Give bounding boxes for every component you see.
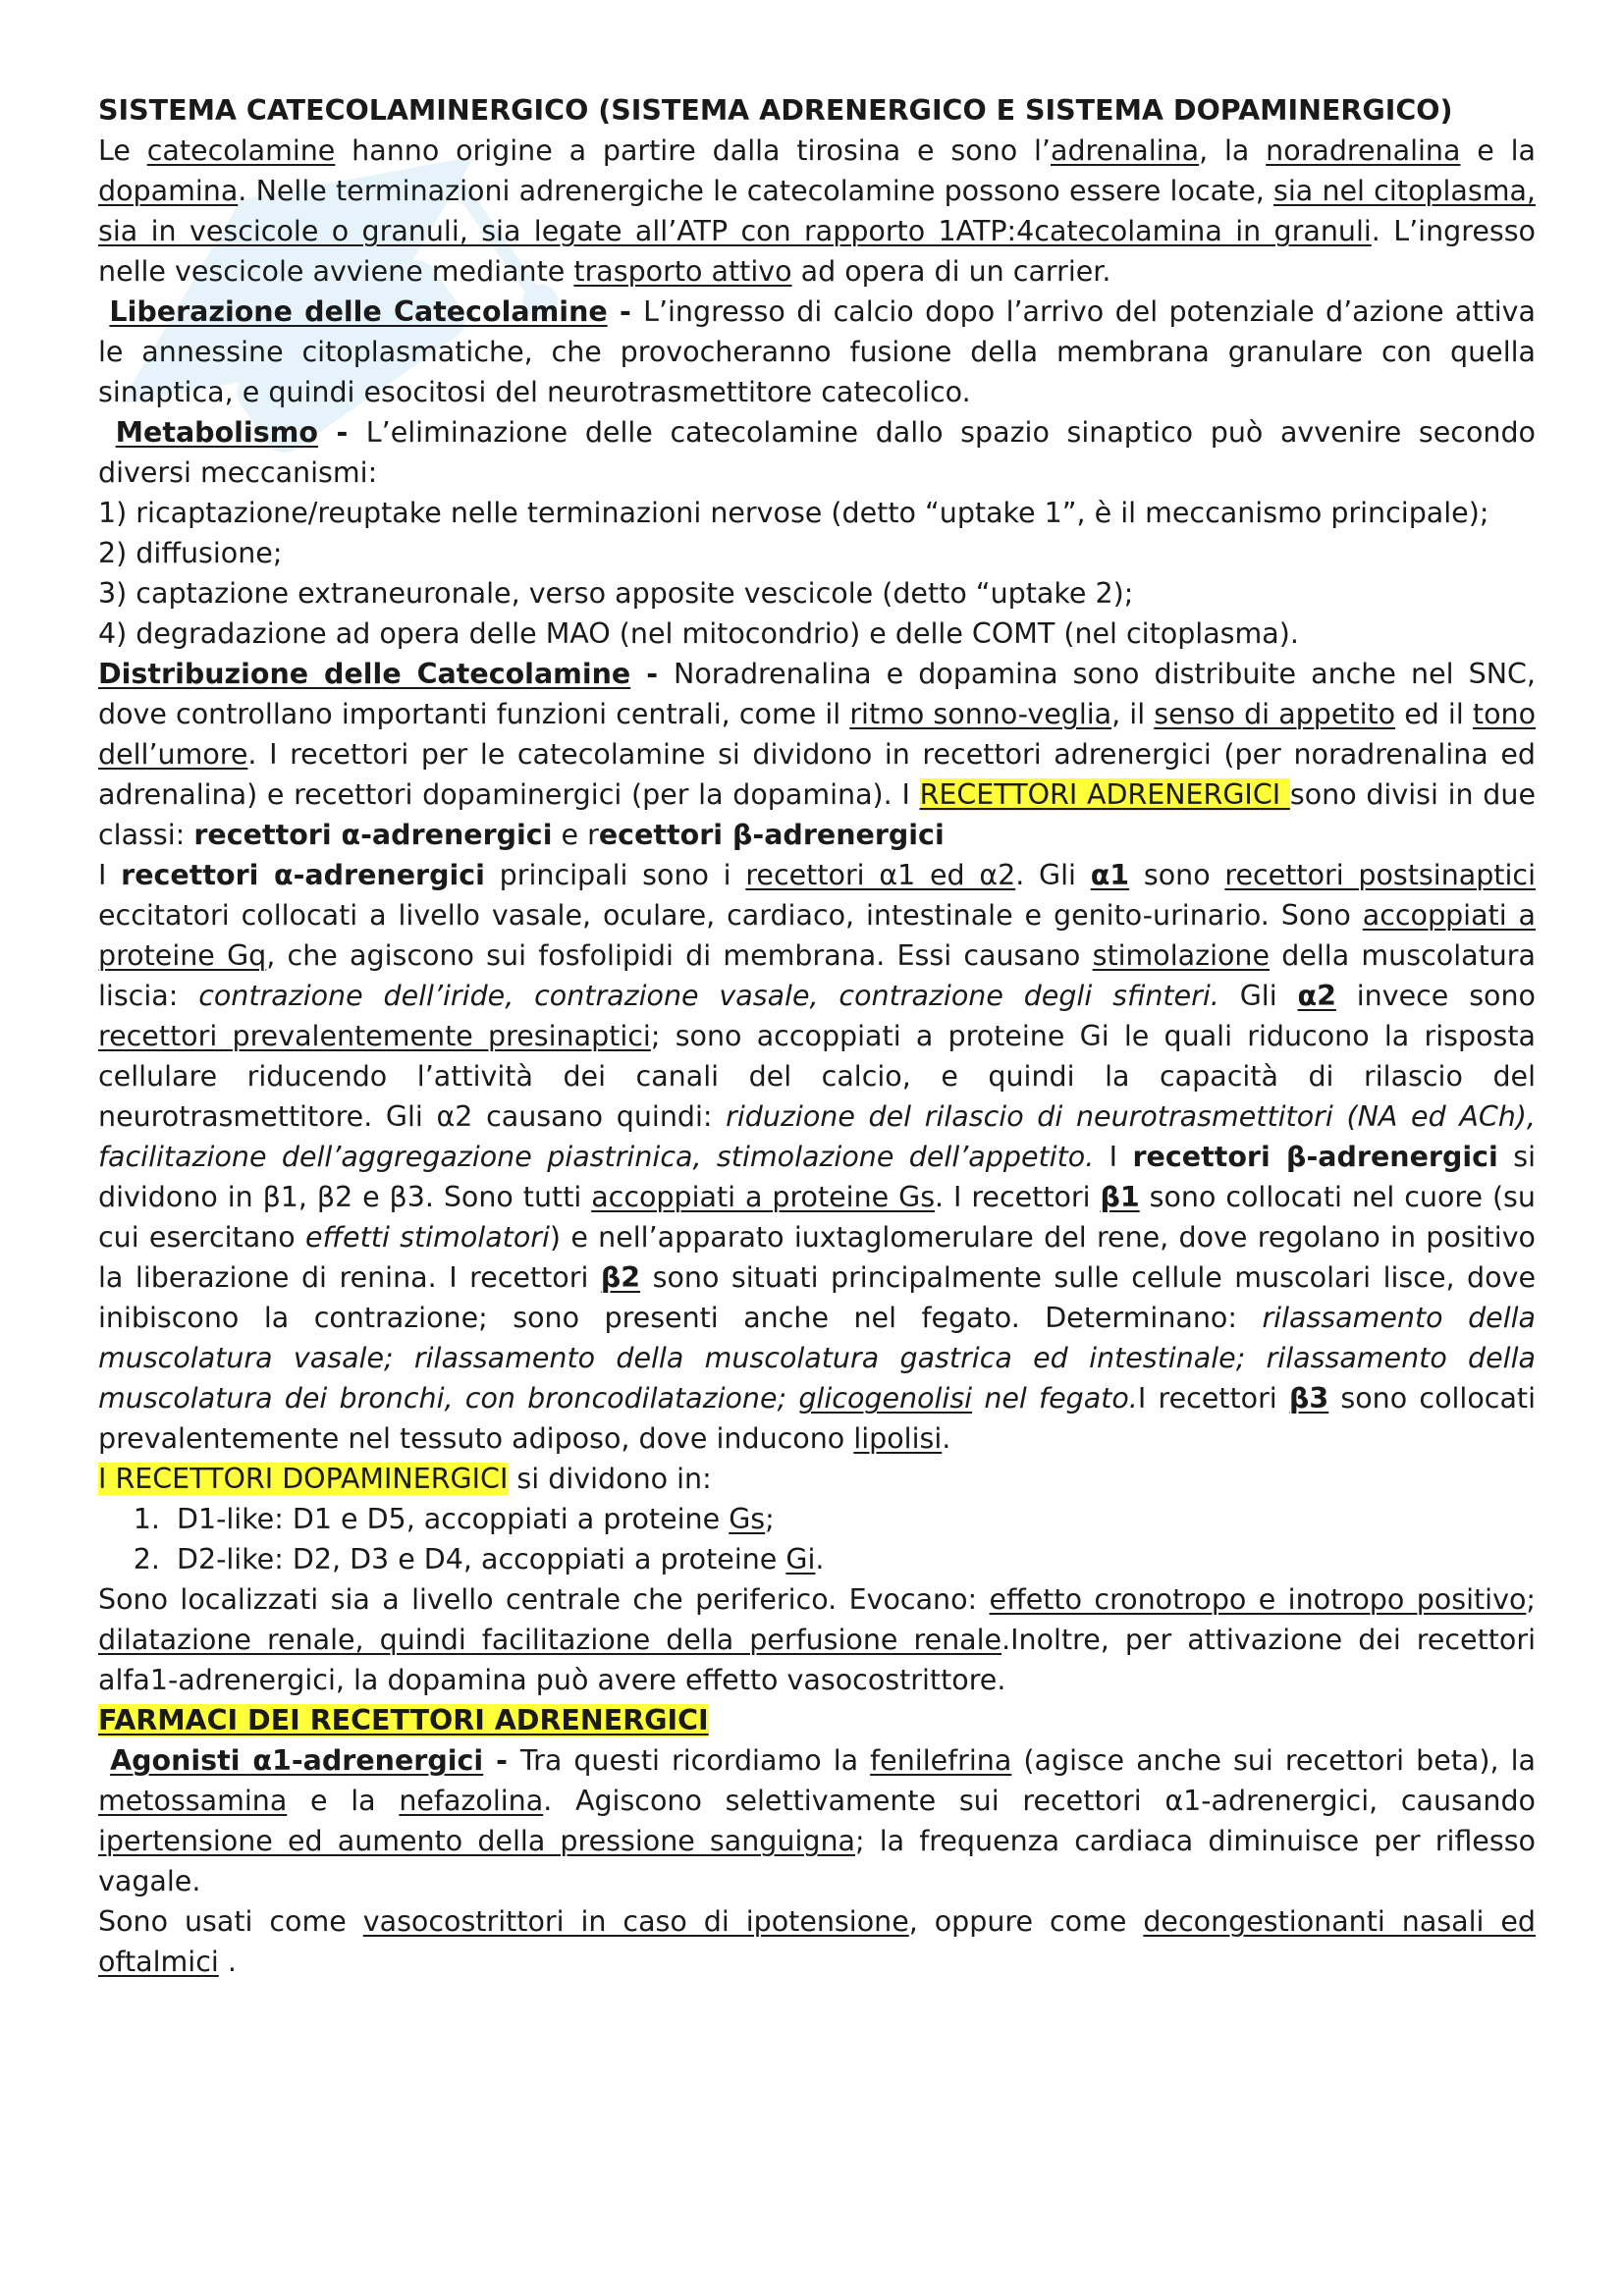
section-heading: Agonisti α1-adrenergici — [110, 1744, 484, 1777]
receptors-paragraph: I recettori α-adrenergici principali sono i recettori α1 ed α2. Gli α1 sono recettori postsinaptici eccitatori collocati a livello vasale, oculare, cardiaco, intestinale e genito-urinario. Sono accoppiati a proteine Gq, che agiscono sui fosfolipidi di membrana. Essi causano stimolazione della muscolatura liscia: contrazione dell’iride, contrazione vasale, contrazione degli sfinteri. Gli α2 invece sono recettori prevalentemente presinaptici; sono accoppiati a proteine Gi le quali riducono la risposta cellulare riducendo l’attività dei canali del calcio, e quindi la capacità di rilascio del neurotrasmettitore. Gli α2 causano quindi: riduzione del rilascio di neurotrasmettitori (NA ed ACh), facilitazione dell’aggregazione piastrinica, stimolazione dell’appetito. I recettori β-adrenergici si dividono in β1, β2 e β3. Sono tutti accoppiati a proteine Gs. I recettori β1 sono collocati nel cuore (su cui esercitano effetti stimolatori) e nell’apparato iuxtaglomerulare del rene, dove regolano in positivo la liberazione di renina. I recettori β2 sono situati principalmente sulle cellule muscolari lisce, dove inibiscono la contrazione; sono presenti anche nel fegato. Determinano: rilassamento della muscolatura vasale; rilassamento della muscolatura gastrica ed intestinale; rilassamento della muscolatura dei bronchi, con broncodilatazione; glicogenolisi nel fegato.I recettori β3 sono collocati prevalentemente nel tessuto adiposo, dove inducono lipolisi. — [98, 859, 1537, 1455]
list-item: 1. D1-like: D1 e D5, accoppiati a proteine Gs; — [169, 1499, 1536, 1539]
document-page — [98, 90, 1536, 1982]
section-heading: Liberazione delle Catecolamine — [109, 295, 608, 328]
intro-paragraph: Le catecolamine hanno origine a partire dalla tirosina e sono l’adrenalina, la noradrenalina e la dopamina. Nelle terminazioni adrenergiche le catecolamine possono essere locate, sia nel citoplasma, sia in vescicole o granuli, sia legate all’ATP con rapporto 1ATP:4catecolamina in granuli. L’ingresso nelle vescicole avviene mediante trasporto attivo ad opera di un carrier. — [98, 134, 1537, 288]
mechanism-item: 4) degradazione ad opera delle MAO (nel mitocondrio) e delle COMT (nel citoplasma). — [98, 617, 1299, 650]
usage-paragraph: Sono usati come vasocostrittori in caso di ipotensione, oppure come decongestionanti nasali ed oftalmici . — [98, 1905, 1537, 1978]
drugs-heading: FARMACI DEI RECETTORI ADRENERGICI — [98, 1704, 709, 1736]
dopaminergic-list — [98, 1499, 1536, 1579]
highlight-adrenergic: RECETTORI ADRENERGICI — [919, 778, 1290, 811]
document-title: SISTEMA CATECOLAMINERGICO (SISTEMA ADRENERGICO E SISTEMA DOPAMINERGICO) — [98, 94, 1453, 127]
liberation-paragraph: Liberazione delle Catecolamine - L’ingresso di calcio dopo l’arrivo del potenziale d’azione attiva le annessine citoplasmatiche, che provocheranno fusione della membrana granulare con quella sinaptica, e quindi esocitosi del neurotrasmettitore catecolico. — [98, 295, 1536, 408]
mechanism-item: 2) diffusione; — [98, 537, 283, 569]
distribution-paragraph: Distribuzione delle Catecolamine - Noradrenalina e dopamina sono distribuite anche nel SNC, dove controllano importanti funzioni centrali, come il ritmo sonno-veglia, il senso di appetito ed il tono dell’umore. I recettori per le catecolamine si dividono in recettori adrenergici (per noradrenalina ed adrenalina) e recettori dopaminergici (per la dopamina). I RECETTORI ADRENERGICI sono divisi in due classi: recettori α-adrenergici e recettori β-adrenergici — [98, 658, 1537, 851]
agonists-paragraph: Agonisti α1-adrenergici - Tra questi ricordiamo la fenilefrina (agisce anche sui recettori beta), la metossamina e la nefazolina. Agiscono selettivamente sui recettori α1-adrenergici, causando ipertensione ed aumento della pressione sanguigna; la frequenza cardiaca diminuisce per riflesso vagale. — [98, 1744, 1537, 1897]
mechanism-item: 1) ricaptazione/reuptake nelle terminazioni nervose (detto “uptake 1”, è il meccanismo principale); — [98, 497, 1489, 529]
metabolism-paragraph: Metabolismo - L’eliminazione delle catecolamine dallo spazio sinaptico può avvenire secondo diversi meccanismi: — [98, 416, 1536, 489]
dopaminergic-effects-paragraph: Sono localizzati sia a livello centrale che periferico. Evocano: effetto cronotropo e inotropo positivo; dilatazione renale, quindi facilitazione della perfusione renale.Inoltre, per attivazione dei recettori alfa1-adrenergici, la dopamina può avere effetto vasocostrittore. — [98, 1583, 1537, 1696]
list-item: 2. D2-like: D2, D3 e D4, accoppiati a proteine Gi. — [169, 1539, 1536, 1579]
mechanism-item: 3) captazione extraneuronale, verso apposite vescicole (detto “uptake 2); — [98, 577, 1134, 610]
highlight-dopaminergic: I RECETTORI DOPAMINERGICI — [98, 1463, 509, 1495]
section-heading: Metabolismo — [115, 416, 318, 449]
dopaminergic-intro: I RECETTORI DOPAMINERGICI si dividono in: — [98, 1463, 712, 1495]
section-heading: Distribuzione delle Catecolamine — [98, 658, 631, 690]
